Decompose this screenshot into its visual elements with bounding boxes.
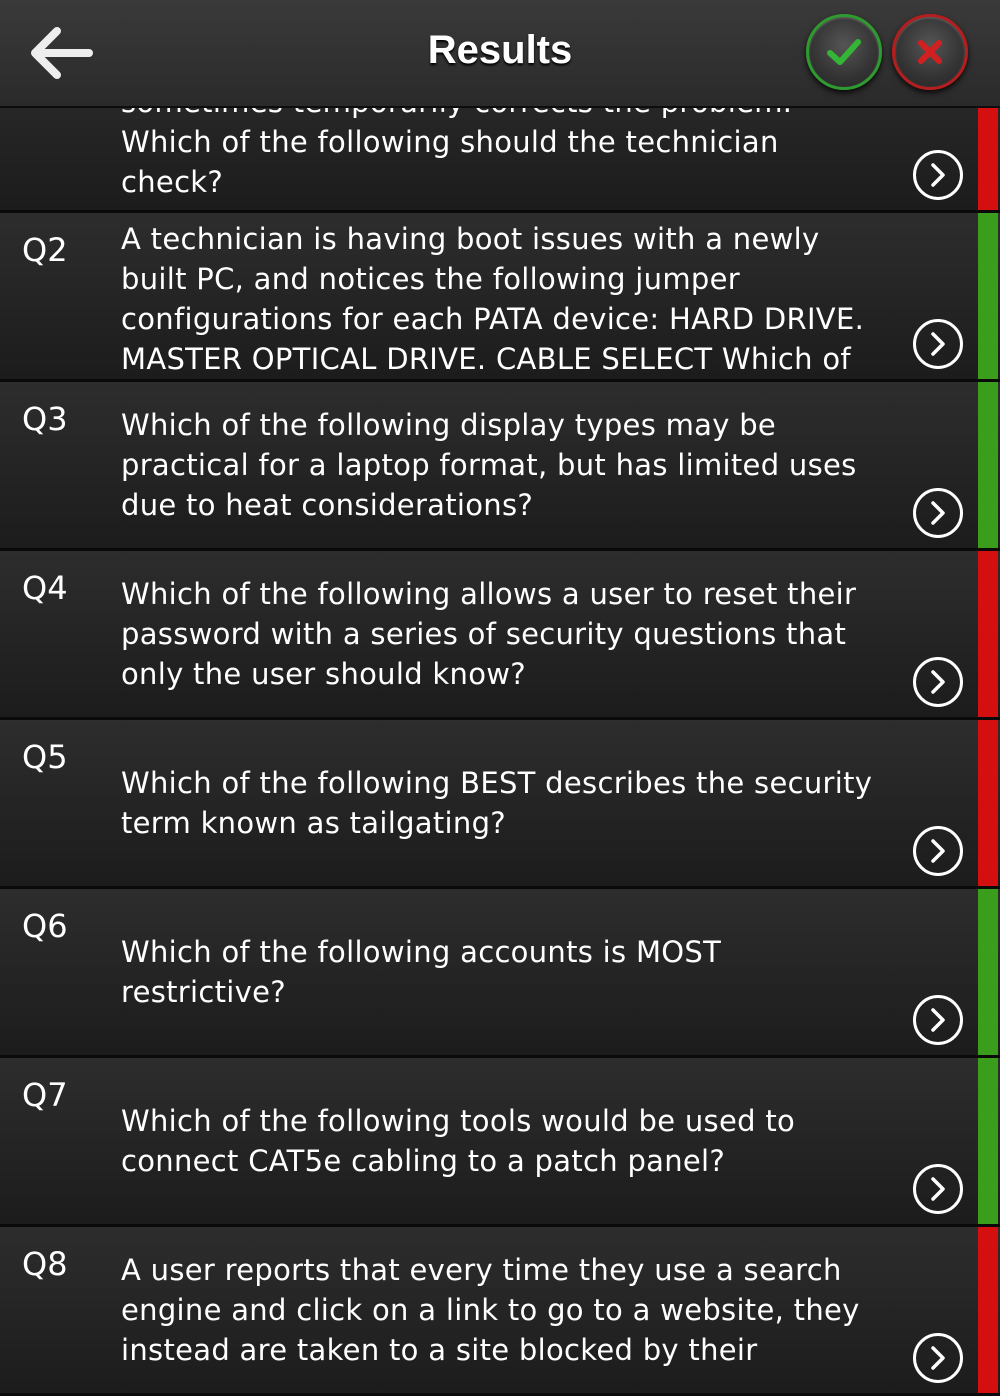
chevron-right-icon[interactable] — [913, 657, 963, 707]
question-row[interactable] — [0, 720, 1000, 889]
question-number: Q2 — [22, 231, 68, 269]
check-icon — [826, 37, 862, 67]
results-list[interactable] — [0, 108, 1000, 1367]
question-text: Which of the following display types may be practical for a laptop format, but has limited uses due to heat considerations? — [121, 408, 857, 522]
header — [0, 0, 1000, 108]
correct-status-bar — [978, 382, 998, 548]
question-number: Q4 — [22, 569, 68, 607]
x-icon — [915, 37, 945, 67]
question-row[interactable] — [0, 213, 1000, 382]
chevron-right-icon[interactable] — [913, 488, 963, 538]
chevron-right-icon[interactable] — [913, 150, 963, 200]
question-row[interactable] — [0, 1058, 1000, 1227]
chevron-right-icon[interactable] — [913, 995, 963, 1045]
question-text: Which of the following tools would be used to connect CAT5e cabling to a patch panel? — [121, 1104, 796, 1178]
question-number: Q3 — [22, 400, 68, 438]
back-button[interactable] — [22, 20, 98, 86]
question-row[interactable] — [0, 1227, 1000, 1396]
question-text: Which of the following BEST describes the security term known as tailgating? — [121, 766, 873, 840]
question-row[interactable] — [0, 551, 1000, 720]
wrong-status-bar — [978, 720, 998, 886]
arrow-left-icon — [27, 25, 93, 81]
question-text: Which of the following allows a user to reset their password with a series of security questions that only the user should know? — [121, 577, 857, 691]
question-text: A technician is having boot issues with a newly built PC, and notices the following jumper configurations for each PATA device: HARD DRIVE. MASTER OPTICAL DRIVE. CABLE SELECT Which of — [121, 222, 865, 376]
correct-status-bar — [978, 213, 998, 379]
correct-status-bar — [978, 1058, 998, 1224]
question-number: Q8 — [22, 1245, 68, 1283]
question-text: Which of the following should the technician check? — [121, 125, 779, 199]
chevron-right-icon[interactable] — [913, 319, 963, 369]
question-text: A user reports that every time they use a search engine and click on a link to go to a website, they instead are taken to a site blocked by their — [121, 1253, 860, 1367]
correct-status-bar — [978, 889, 998, 1055]
question-number: Q7 — [22, 1076, 68, 1114]
filter-wrong-button[interactable] — [892, 14, 968, 90]
question-number: Q6 — [22, 907, 68, 945]
question-row[interactable] — [0, 889, 1000, 1058]
chevron-right-icon[interactable] — [913, 1164, 963, 1214]
question-text: Which of the following accounts is MOST restrictive? — [121, 935, 722, 1009]
wrong-status-bar — [978, 1227, 998, 1393]
chevron-right-icon[interactable] — [913, 1333, 963, 1383]
wrong-status-bar — [978, 551, 998, 717]
question-number: Q5 — [22, 738, 68, 776]
chevron-right-icon[interactable] — [913, 826, 963, 876]
filter-correct-button[interactable] — [806, 14, 882, 90]
question-row[interactable] — [0, 382, 1000, 551]
page-title: Results — [427, 28, 573, 72]
